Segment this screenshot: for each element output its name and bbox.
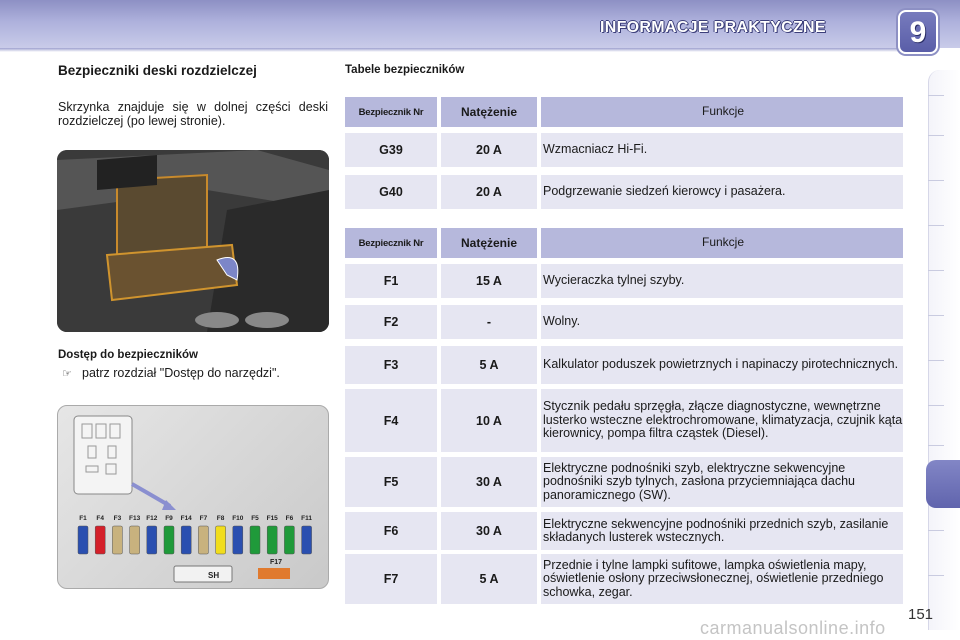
fuse-label: F5 <box>251 515 259 522</box>
access-note <box>62 366 280 380</box>
fuse-f14 <box>181 526 191 554</box>
rail-marker <box>928 445 944 446</box>
rail-marker <box>928 360 944 361</box>
table-header-row <box>345 228 903 258</box>
fuse-f3 <box>112 526 122 554</box>
fuse-label: F1 <box>79 515 87 522</box>
fuse-row <box>78 515 312 554</box>
fuse-f8 <box>216 526 226 554</box>
fuse-label: F12 <box>146 515 158 522</box>
chapter-badge <box>898 10 938 54</box>
fuse-amperage: - <box>441 305 537 339</box>
fuse-function: Funkcje <box>541 228 903 258</box>
fuse-function: Elektryczne sekwencyjne podnośniki przednich szyb, zasilanie składanych lusterek wstecznych. <box>541 512 903 550</box>
fuse-f15 <box>267 526 277 554</box>
fuse-number: F7 <box>345 554 437 604</box>
fuse-label: F9 <box>165 515 173 522</box>
access-title: Dostęp do bezpieczników <box>58 349 198 361</box>
rail-marker <box>928 405 944 406</box>
fuse-amperage: 30 A <box>441 512 537 550</box>
fuse-label: F8 <box>216 515 225 522</box>
chapter-tab-rail <box>928 70 960 630</box>
fuse-function: Funkcje <box>541 97 903 127</box>
rail-marker <box>928 575 944 576</box>
fuse-function: Wzmacniacz Hi-Fi. <box>541 133 903 167</box>
fuse-amperage: 20 A <box>441 175 537 209</box>
fuse-number: F2 <box>345 305 437 339</box>
fuse-number: Bezpiecznik Nr <box>345 228 437 258</box>
fuse-number: F1 <box>345 264 437 298</box>
table-row <box>345 305 903 339</box>
fuse-f9 <box>164 526 174 554</box>
fuse-function: Wycieraczka tylnej szyby. <box>541 264 903 298</box>
fuse-function: Elektryczne podnośniki szyb, elektryczne sekwencyjne podnośniki szyb tylnych, zasłona przyciemniająca dachu panoramicznego (SW). <box>541 457 903 507</box>
fuse-amperage: 15 A <box>441 264 537 298</box>
fuse-number: Bezpiecznik Nr <box>345 97 437 127</box>
fuse-f12 <box>147 526 157 554</box>
fuse-amperage: 5 A <box>441 346 537 384</box>
rail-marker <box>928 95 944 96</box>
header-shadow <box>0 48 900 52</box>
fuse-f7 <box>198 526 208 554</box>
fuse-f13 <box>130 526 140 554</box>
fuse-amperage: Natężenie <box>441 228 537 258</box>
table-row <box>345 346 903 384</box>
fuse-f10 <box>233 526 243 554</box>
intro-text: Skrzynka znajduje się w dolnej części deski rozdzielczej (po lewej stronie). <box>58 100 328 128</box>
fuse-function: Przednie i tylne lampki sufitowe, lampka oświetlenia mapy, oświetlenie osłony przeciwsłonecznej, oświetlenie przedniego schowka, zegar. <box>541 554 903 604</box>
fuse-function: Kalkulator poduszek powietrznych i napinaczy pirotechnicznych. <box>541 346 903 384</box>
table-row <box>345 133 903 167</box>
dashboard-photo <box>57 150 329 332</box>
fuse-label: F6 <box>285 515 294 522</box>
dashboard-illustration <box>57 150 329 332</box>
fuse-f1 <box>78 526 88 554</box>
fuse-function: Stycznik pedału sprzęgła, złącze diagnostyczne, wewnętrzne lusterko wsteczne elektrochromowane, klimatyzacja, czujnik kąta kierownicy, pompa filtra cząstek (Diesel). <box>541 389 903 452</box>
rail-marker <box>928 530 944 531</box>
fuse-function: Wolny. <box>541 305 903 339</box>
pointer-icon: ☞ <box>62 368 72 380</box>
table-row <box>345 457 903 507</box>
sh-label: SH <box>208 571 220 580</box>
rail-marker <box>928 135 944 136</box>
rail-marker <box>928 180 944 181</box>
active-chapter-tab[interactable] <box>926 460 960 508</box>
table-row <box>345 175 903 209</box>
fuse-label: F14 <box>180 515 192 522</box>
fuse-f4 <box>95 526 105 554</box>
rail-marker <box>928 315 944 316</box>
fuse-amperage: Natężenie <box>441 97 537 127</box>
fuse-number: F5 <box>345 457 437 507</box>
fuse-number: F4 <box>345 389 437 452</box>
fuse-number: F3 <box>345 346 437 384</box>
fuse-number: G40 <box>345 175 437 209</box>
fuse-f5 <box>250 526 260 554</box>
fuse-f6 <box>284 526 294 554</box>
watermark: carmanualsonline.info <box>700 618 886 638</box>
table-row <box>345 264 903 298</box>
fuse-number: F6 <box>345 512 437 550</box>
fuse-amperage: 30 A <box>441 457 537 507</box>
rail-marker <box>928 225 944 226</box>
fusebox-diagram <box>57 405 329 589</box>
section-title: Bezpieczniki deski rozdzielczej <box>58 63 257 78</box>
table-row <box>345 389 903 452</box>
table-row <box>345 554 903 604</box>
fuse-table-1 <box>345 97 903 212</box>
page-title: INFORMACJE PRAKTYCZNE <box>600 19 826 36</box>
fuse-label: F3 <box>113 515 122 522</box>
fuse-number: G39 <box>345 133 437 167</box>
fuse-amperage: 10 A <box>441 389 537 452</box>
fuse-label: F11 <box>301 515 313 522</box>
fuse-label: F13 <box>128 515 141 522</box>
fuse-table-2 <box>345 228 903 604</box>
fuse-amperage: 5 A <box>441 554 537 604</box>
fuse-amperage: 20 A <box>441 133 537 167</box>
fuse-label: F7 <box>199 515 208 522</box>
fuse-label: F15 <box>266 515 278 522</box>
access-note-text: patrz rozdział "Dostęp do narzędzi". <box>82 366 280 380</box>
fuse-function: Podgrzewanie siedzeń kierowcy i pasażera. <box>541 175 903 209</box>
table-header-row <box>345 97 903 127</box>
fuse-label: F10 <box>232 515 244 522</box>
fuse-f17 <box>258 568 290 579</box>
rail-marker <box>928 270 944 271</box>
chapter-number: 9 <box>909 16 927 49</box>
fuse-layout-illustration <box>58 406 328 588</box>
f17-label: F17 <box>270 559 283 566</box>
page-number: 151 <box>908 606 934 623</box>
fuse-label: F4 <box>96 515 104 522</box>
fuse-f11 <box>302 526 312 554</box>
tables-title: Tabele bezpieczników <box>345 64 465 76</box>
table-row <box>345 512 903 550</box>
